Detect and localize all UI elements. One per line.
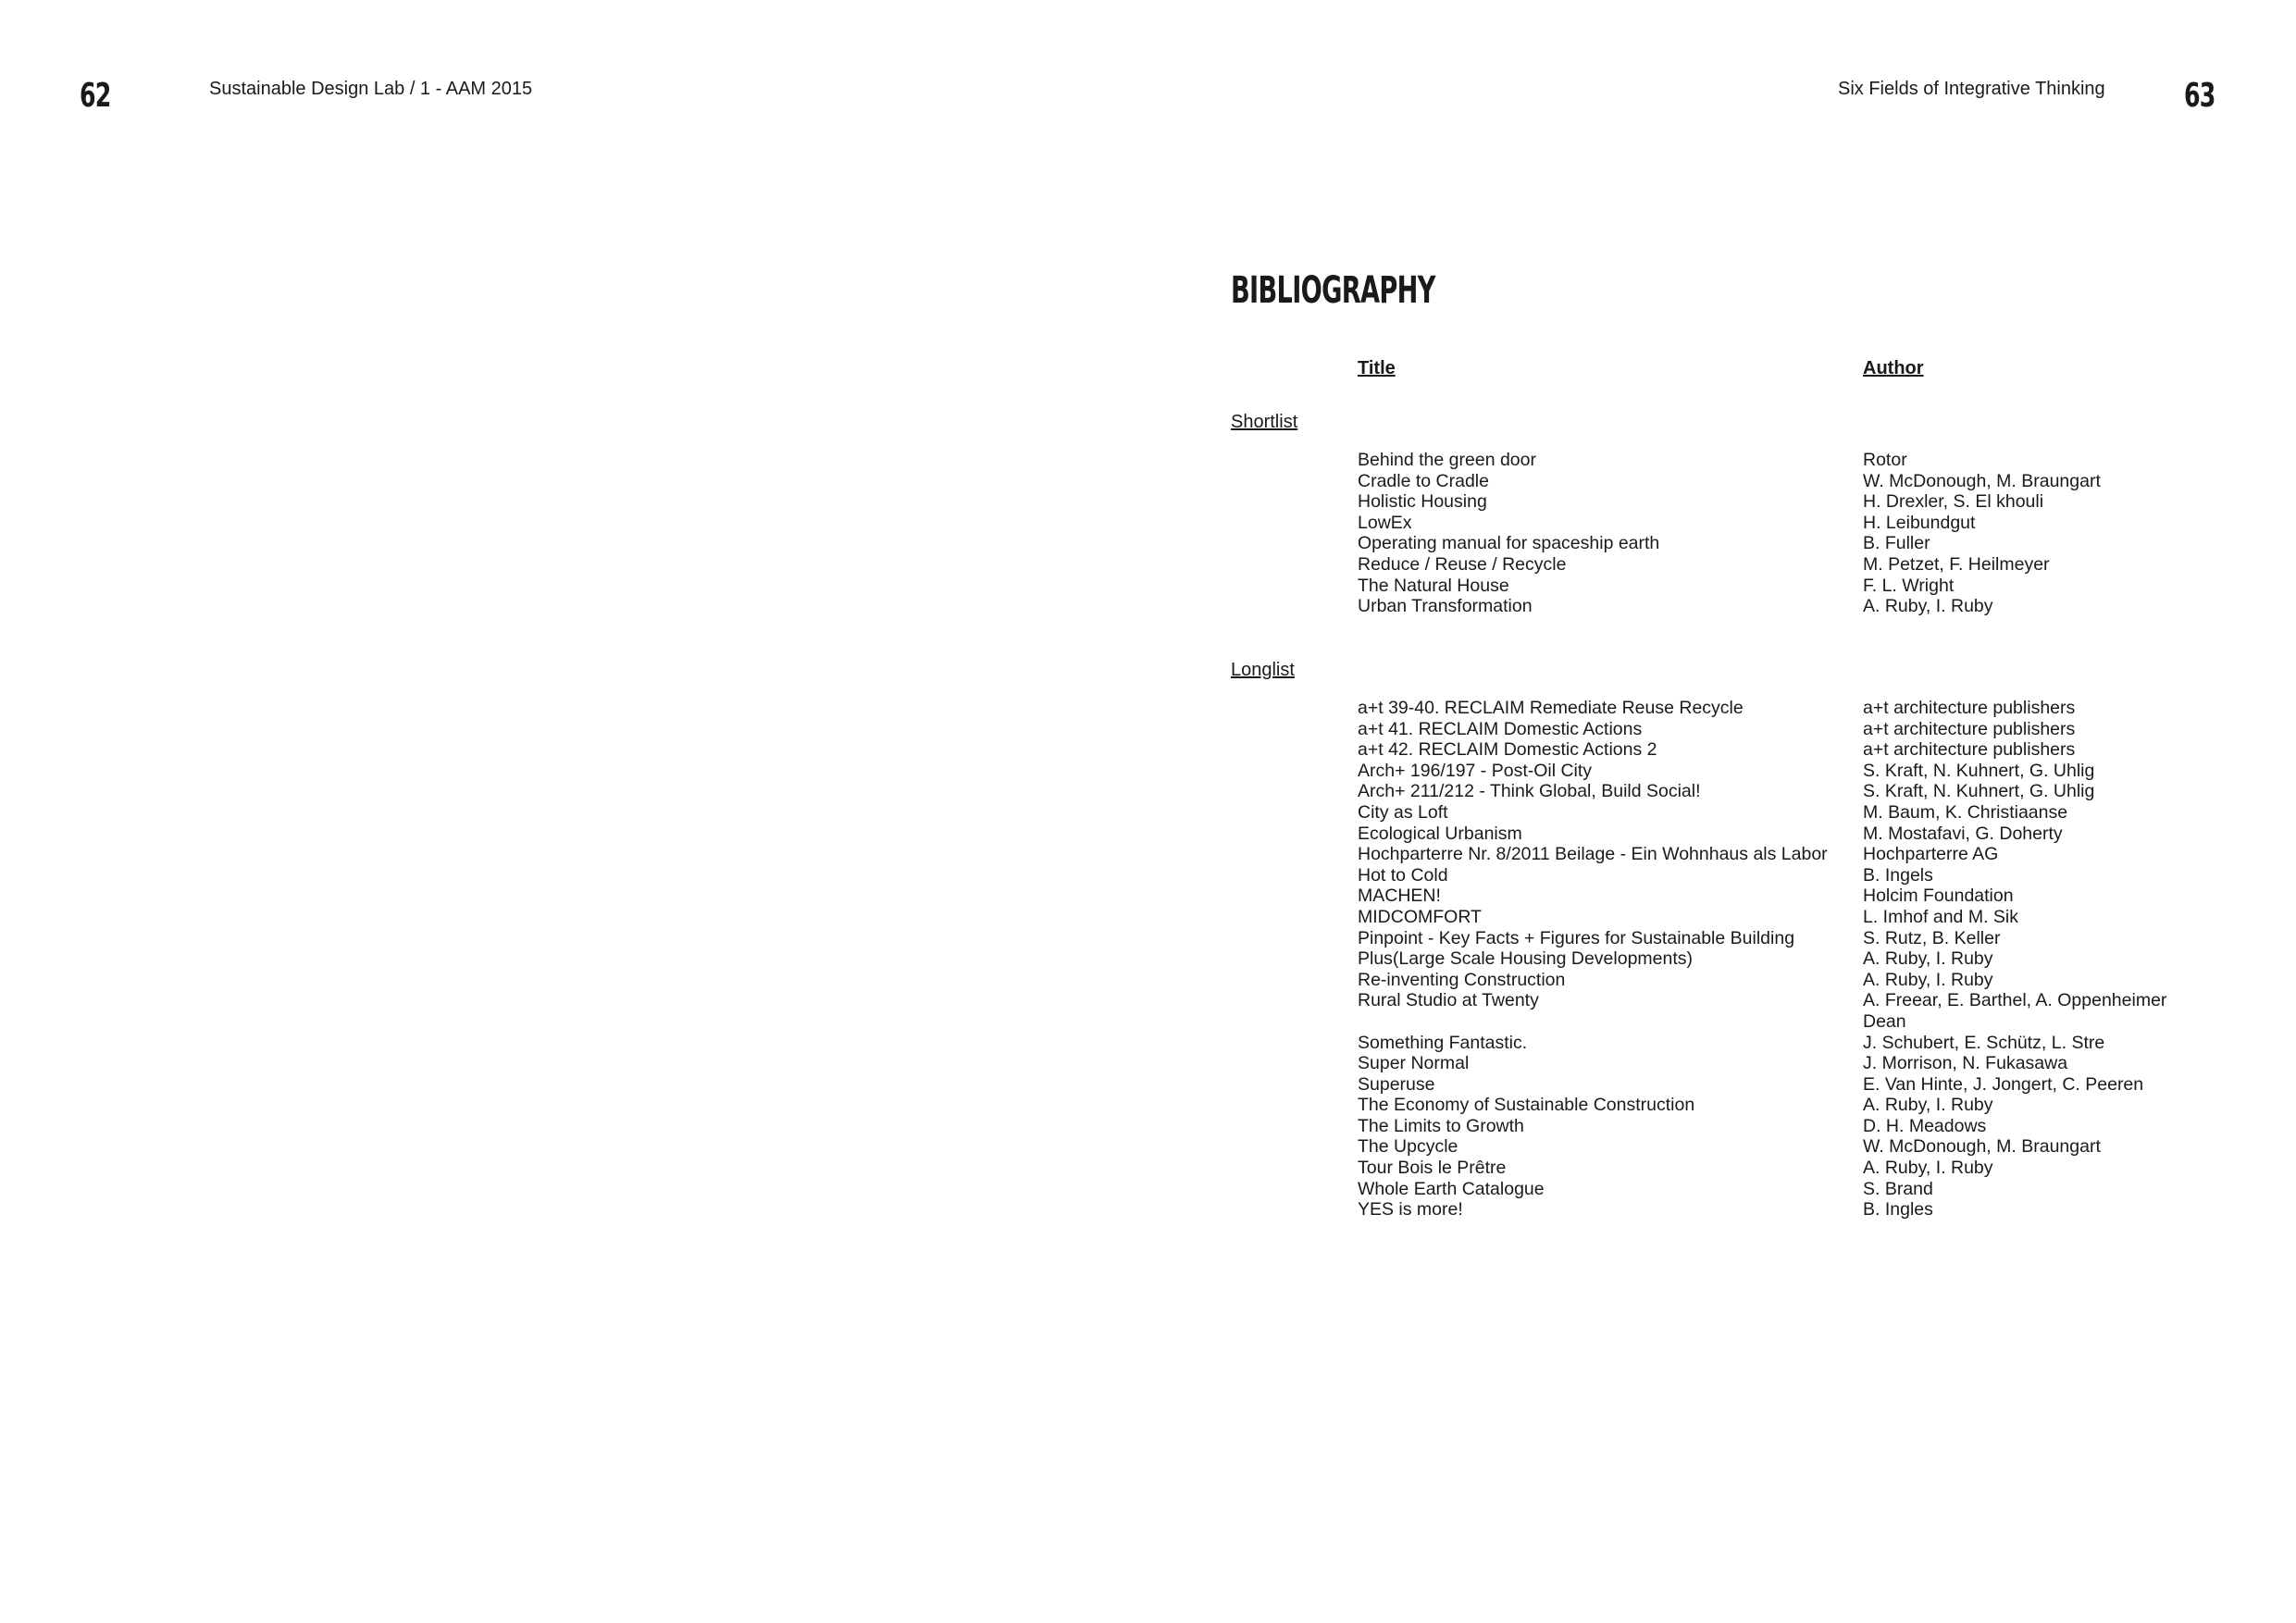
- bibliography-entry: [1358, 907, 2283, 928]
- entry-author: J. Schubert, E. Schütz, L. Stre: [1863, 1032, 2105, 1053]
- bibliography-entry: [1358, 761, 2283, 782]
- bibliography-entry: [1358, 533, 2283, 554]
- entry-title: Hochparterre Nr. 8/2011 Beilage - Ein Wohnhaus als Labor: [1358, 844, 1828, 865]
- bibliography-entry: [1358, 1053, 2283, 1074]
- entry-author: B. Ingles: [1863, 1199, 1933, 1220]
- entry-author: H. Leibundgut: [1863, 512, 1976, 533]
- bibliography-entry: [1358, 1116, 2283, 1137]
- bibliography-entry: [1358, 596, 2283, 617]
- entry-author: B. Ingels: [1863, 864, 1933, 886]
- entry-author: A. Ruby, I. Ruby: [1863, 596, 1993, 617]
- entry-author: B. Fuller: [1863, 533, 1930, 554]
- entry-title: Something Fantastic.: [1358, 1032, 1528, 1053]
- shortlist-label: Shortlist: [1231, 412, 1298, 432]
- longlist-entries: [1358, 698, 2283, 1220]
- column-header-author: Author: [1863, 358, 1924, 378]
- entry-author: M. Mostafavi, G. Doherty: [1863, 823, 2063, 844]
- entry-title: Reduce / Reuse / Recycle: [1358, 553, 1567, 575]
- bibliography-entry: [1358, 698, 2283, 719]
- bibliography-entry: [1358, 1033, 2283, 1054]
- entry-author: D. H. Meadows: [1863, 1115, 1987, 1136]
- entry-author: S. Brand: [1863, 1178, 1933, 1199]
- bibliography-entry: [1358, 719, 2283, 740]
- bibliography-entry: [1358, 990, 2283, 1032]
- bibliography-entry: [1358, 928, 2283, 949]
- entry-author: J. Morrison, N. Fukasawa: [1863, 1053, 2068, 1074]
- page-number-left: 62: [80, 77, 111, 115]
- entry-title: Urban Transformation: [1358, 596, 1533, 617]
- entry-author: A. Ruby, I. Ruby: [1863, 1095, 1993, 1116]
- entry-author: A. Freear, E. Barthel, A. Oppenheimer Dean: [1863, 990, 2167, 1032]
- entry-title: The Natural House: [1358, 575, 1509, 596]
- entry-author: A. Ruby, I. Ruby: [1863, 969, 1993, 990]
- entry-title: Pinpoint - Key Facts + Figures for Sustainable Building: [1358, 927, 1795, 948]
- entry-author: Rotor: [1863, 450, 1907, 470]
- entry-title: The Upcycle: [1358, 1136, 1458, 1158]
- bibliography-entry: [1358, 802, 2283, 824]
- bibliography-entry: [1358, 844, 2283, 865]
- entry-author: a+t architecture publishers: [1863, 739, 2076, 761]
- entry-title: Tour Bois le Prêtre: [1358, 1158, 1507, 1179]
- entry-author: Hochparterre AG: [1863, 844, 1999, 865]
- bibliography-entry: [1358, 1158, 2283, 1179]
- entry-title: Super Normal: [1358, 1053, 1470, 1074]
- entry-title: MACHEN!: [1358, 886, 1441, 907]
- entry-title: The Economy of Sustainable Construction: [1358, 1095, 1695, 1116]
- entry-author: A. Ruby, I. Ruby: [1863, 1158, 1993, 1179]
- bibliography-entry: [1358, 576, 2283, 597]
- entry-title: Rural Studio at Twenty: [1358, 990, 1539, 1011]
- bibliography-entry: [1358, 450, 2283, 471]
- bibliography-entry: [1358, 491, 2283, 513]
- entry-title: YES is more!: [1358, 1199, 1463, 1220]
- longlist-label: Longlist: [1231, 660, 1295, 680]
- entry-title: Holistic Housing: [1358, 491, 1487, 513]
- entry-author: S. Rutz, B. Keller: [1863, 927, 2001, 948]
- running-head-left: Sustainable Design Lab / 1 - AAM 2015: [209, 79, 533, 99]
- bibliography-entry: [1358, 554, 2283, 576]
- entry-title: Ecological Urbanism: [1358, 823, 1522, 844]
- entry-title: Superuse: [1358, 1073, 1435, 1095]
- entry-title: a+t 41. RECLAIM Domestic Actions: [1358, 718, 1643, 739]
- entry-title: The Limits to Growth: [1358, 1115, 1524, 1136]
- bibliography-entry: [1358, 865, 2283, 886]
- page-number-right: 63: [2184, 77, 2215, 115]
- bibliography-entry: [1358, 948, 2283, 970]
- bibliography-entry: [1358, 1074, 2283, 1096]
- bibliography-entry: [1358, 970, 2283, 991]
- entry-author: M. Petzet, F. Heilmeyer: [1863, 553, 2050, 575]
- bibliography-entry: [1358, 1136, 2283, 1158]
- bibliography-entry: [1358, 886, 2283, 907]
- entry-title: Arch+ 211/212 - Think Global, Build Social!: [1358, 781, 1701, 802]
- bibliography-entry: [1358, 1179, 2283, 1200]
- column-header-title: Title: [1358, 358, 1396, 378]
- entry-author: a+t architecture publishers: [1863, 718, 2076, 739]
- entry-title: a+t 39-40. RECLAIM Remediate Reuse Recycle: [1358, 698, 1744, 718]
- entry-author: S. Kraft, N. Kuhnert, G. Uhlig: [1863, 760, 2095, 781]
- entry-author: Holcim Foundation: [1863, 886, 2014, 907]
- entry-title: Re-inventing Construction: [1358, 969, 1566, 990]
- entry-title: LowEx: [1358, 512, 1412, 533]
- entry-title: MIDCOMFORT: [1358, 906, 1482, 927]
- entry-author: S. Kraft, N. Kuhnert, G. Uhlig: [1863, 781, 2095, 802]
- entry-author: H. Drexler, S. El khouli: [1863, 491, 2044, 513]
- bibliography-entry: [1358, 513, 2283, 534]
- entry-author: E. Van Hinte, J. Jongert, C. Peeren: [1863, 1073, 2144, 1095]
- bibliography-heading: BIBLIOGRAPHY: [1231, 269, 1435, 312]
- entry-title: Behind the green door: [1358, 450, 1536, 470]
- entry-author: A. Ruby, I. Ruby: [1863, 948, 1993, 970]
- entry-author: a+t architecture publishers: [1863, 698, 2076, 718]
- bibliography-entry: [1358, 471, 2283, 492]
- entry-author: L. Imhof and M. Sik: [1863, 906, 2018, 927]
- bibliography-entry: [1358, 781, 2283, 802]
- entry-title: Cradle to Cradle: [1358, 470, 1489, 491]
- entry-title: City as Loft: [1358, 801, 1448, 823]
- shortlist-entries: [1358, 450, 2283, 617]
- entry-author: W. McDonough, M. Braungart: [1863, 470, 2101, 491]
- bibliography-entry: [1358, 824, 2283, 845]
- entry-title: Plus(Large Scale Housing Developments): [1358, 948, 1694, 970]
- entry-author: W. McDonough, M. Braungart: [1863, 1136, 2101, 1158]
- entry-title: a+t 42. RECLAIM Domestic Actions 2: [1358, 739, 1657, 761]
- entry-title: Hot to Cold: [1358, 864, 1448, 886]
- entry-title: Whole Earth Catalogue: [1358, 1178, 1545, 1199]
- running-head-right: Six Fields of Integrative Thinking: [1838, 79, 2105, 99]
- bibliography-entry: [1358, 1199, 2283, 1220]
- entry-title: Operating manual for spaceship earth: [1358, 533, 1660, 554]
- entry-author: F. L. Wright: [1863, 575, 1955, 596]
- entry-title: Arch+ 196/197 - Post-Oil City: [1358, 760, 1593, 781]
- bibliography-entry: [1358, 1095, 2283, 1116]
- bibliography-entry: [1358, 739, 2283, 761]
- entry-author: M. Baum, K. Christiaanse: [1863, 801, 2068, 823]
